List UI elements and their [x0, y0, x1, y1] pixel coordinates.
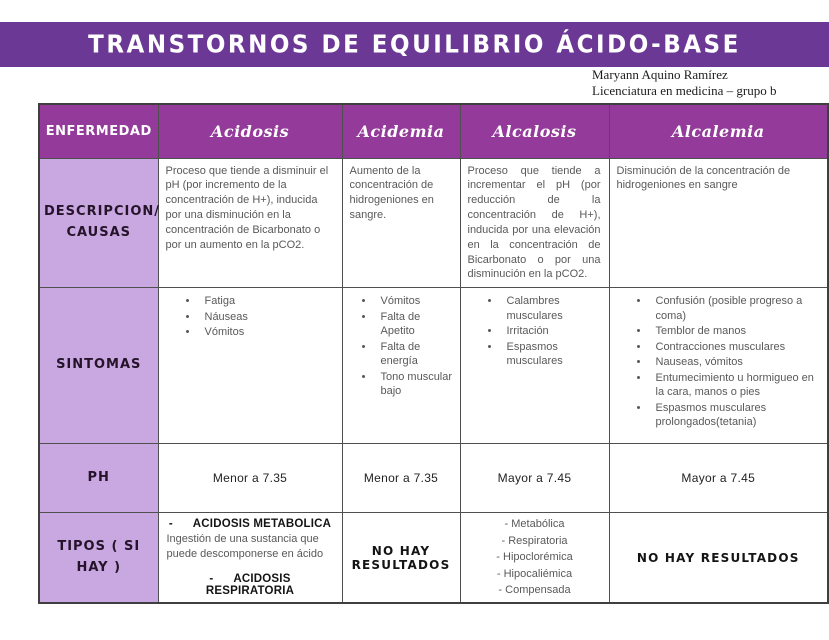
cell-tipos-acidemia: NO HAY RESULTADOS	[342, 513, 460, 603]
sintomas-alcalosis-list	[461, 294, 605, 369]
descripcion-alcalemia-text: Disminución de la concentración de hidrogeniones en sangre	[616, 164, 791, 192]
list-item: - Hipocaliémica	[496, 567, 573, 580]
cell-ph-alcalosis: Mayor a 7.45	[460, 444, 609, 513]
descripcion-alcalosis-text: Proceso que tiende a incrementar el pH (por reducción de la concentración de H+), inducida por una elevación en la concentración de Bicarbonato o por una disminución en la pCO2.	[467, 164, 601, 281]
cell-ph-acidemia: Menor a 7.35	[342, 444, 460, 513]
list-item: • Tono muscular bajo	[375, 370, 456, 399]
tipos-acidosis-item1: - ACIDOSIS METABOLICA	[168, 518, 332, 531]
cell-descripcion-acidemia	[342, 158, 460, 288]
tipos-acidosis-item2: - ACIDOSIS RESPIRATORIA	[205, 572, 295, 597]
list-item: • Falta de Apetito	[375, 310, 456, 339]
list-item: • Vómitos	[375, 294, 456, 309]
list-item: • Espasmos musculares prolongados(tetania)	[650, 401, 824, 430]
cell-descripcion-alcalosis	[460, 158, 609, 288]
tipos-acidosis-desc1: Ingestión de una sustancia que puede descomponerse en ácido	[166, 533, 324, 560]
table-row-tipos	[39, 513, 828, 603]
sintomas-alcalemia-list	[610, 294, 824, 430]
list-item: - Compensada	[498, 584, 571, 597]
column-header-acidosis: Acidosis	[158, 104, 342, 158]
list-item: • Náuseas	[199, 310, 338, 325]
list-item: • Falta de energía	[375, 340, 456, 369]
list-item: • Entumecimiento u hormigueo en la cara, manos o pies	[650, 371, 824, 400]
column-header-alcalosis: Alcalosis	[460, 104, 609, 158]
list-item: - Respiratoria	[501, 534, 568, 547]
row-label-sintomas: SINTOMAS	[39, 288, 158, 444]
list-item: - Metabólica	[504, 518, 565, 531]
author-program: Licenciatura en medicina – grupo b	[592, 83, 777, 98]
list-item: • Espasmos musculares	[501, 340, 605, 369]
cell-descripcion-acidosis	[158, 158, 342, 288]
row-label-ph: PH	[39, 444, 158, 513]
row-label-tipos: TIPOS ( SI HAY )	[39, 513, 158, 603]
list-item: • Temblor de manos	[650, 324, 824, 339]
title-banner	[0, 22, 829, 67]
list-item: - Hipoclorémica	[496, 551, 573, 564]
cell-tipos-alcalosis	[460, 513, 609, 603]
list-item: • Vómitos	[199, 325, 338, 340]
table-header-row	[39, 104, 828, 158]
list-item: • Calambres musculares	[501, 294, 605, 323]
list-item: • Contracciones musculares	[650, 340, 824, 355]
column-header-alcalemia: Alcalemia	[609, 104, 828, 158]
descripcion-acidemia-text: Aumento de la concentración de hidrogeniones en sangre.	[349, 164, 434, 222]
cell-sintomas-alcalemia	[609, 288, 828, 444]
tipos-alcalosis-list	[461, 516, 609, 599]
column-header-enfermedad: ENFERMEDAD	[39, 104, 158, 158]
cell-tipos-acidosis	[158, 513, 342, 603]
sintomas-acidosis-list	[159, 294, 338, 340]
author-name: Maryann Aquino Ramírez	[592, 67, 728, 82]
cell-sintomas-acidemia	[342, 288, 460, 444]
table-row-ph	[39, 444, 828, 513]
column-header-acidemia: Acidemia	[342, 104, 460, 158]
sintomas-acidemia-list	[343, 294, 456, 399]
page-title: TRANSTORNOS DE EQUILIBRIO ÁCIDO-BASE	[88, 30, 741, 59]
row-label-descripcion: DESCRIPCION/ CAUSAS	[39, 158, 158, 288]
table-row-descripcion	[39, 158, 828, 288]
list-item: • Confusión (posible progreso a coma)	[650, 294, 824, 323]
disorders-table	[38, 103, 829, 604]
cell-sintomas-alcalosis	[460, 288, 609, 444]
author-credit	[592, 67, 822, 99]
descripcion-acidosis-text: Proceso que tiende a disminuir el pH (por incremento de la concentración de H+), inducida por una disminución en la concentración de Bicarbonato o por un aumento en la pCO2.	[165, 164, 329, 251]
cell-ph-acidosis: Menor a 7.35	[158, 444, 342, 513]
table-row-sintomas	[39, 288, 828, 444]
list-item: • Nauseas, vómitos	[650, 355, 824, 370]
cell-sintomas-acidosis	[158, 288, 342, 444]
cell-ph-alcalemia: Mayor a 7.45	[609, 444, 828, 513]
list-item: • Irritación	[501, 324, 605, 339]
cell-descripcion-alcalemia	[609, 158, 828, 288]
cell-tipos-alcalemia: NO HAY RESULTADOS	[609, 513, 828, 603]
list-item: • Fatiga	[199, 294, 338, 309]
